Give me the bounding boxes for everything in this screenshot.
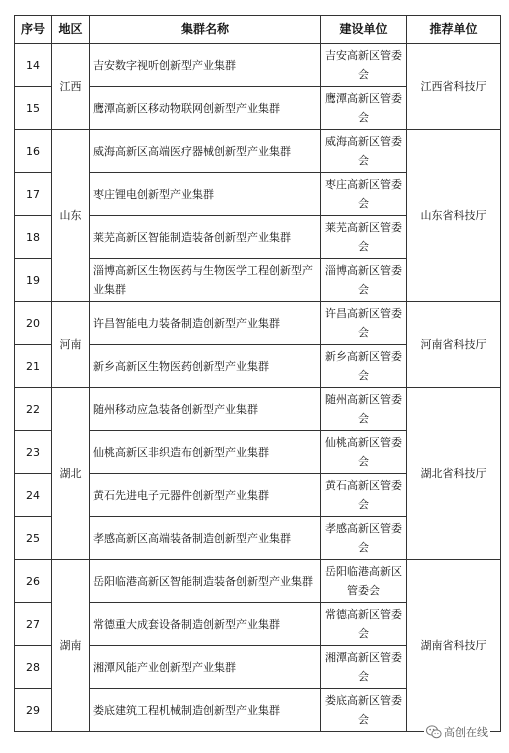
row-number: 15 xyxy=(15,87,52,130)
builder-cell: 威海高新区管委会 xyxy=(321,130,407,173)
cluster-name-cell: 威海高新区高端医疗器械创新型产业集群 xyxy=(90,130,321,173)
cluster-name-cell: 枣庄锂电创新型产业集群 xyxy=(90,173,321,216)
table-body xyxy=(15,44,501,732)
header-row xyxy=(15,16,501,44)
row-number: 21 xyxy=(15,345,52,388)
builder-cell: 湘潭高新区管委会 xyxy=(321,646,407,689)
region-cell: 山东 xyxy=(52,130,90,302)
header-no: 序号 xyxy=(15,16,52,44)
table-row xyxy=(15,302,501,345)
header-cluster-name: 集群名称 xyxy=(90,16,321,44)
row-number: 19 xyxy=(15,259,52,302)
builder-cell: 岳阳临港高新区管委会 xyxy=(321,560,407,603)
cluster-table xyxy=(14,15,501,732)
builder-cell: 鹰潭高新区管委会 xyxy=(321,87,407,130)
row-number: 29 xyxy=(15,689,52,732)
row-number: 24 xyxy=(15,474,52,517)
builder-cell: 淄博高新区管委会 xyxy=(321,259,407,302)
builder-cell: 莱芜高新区管委会 xyxy=(321,216,407,259)
builder-cell: 常德高新区管委会 xyxy=(321,603,407,646)
builder-cell: 许昌高新区管委会 xyxy=(321,302,407,345)
cluster-name-cell: 许昌智能电力装备制造创新型产业集群 xyxy=(90,302,321,345)
row-number: 18 xyxy=(15,216,52,259)
builder-cell: 新乡高新区管委会 xyxy=(321,345,407,388)
cluster-name-cell: 常德重大成套设备制造创新型产业集群 xyxy=(90,603,321,646)
cluster-name-cell: 仙桃高新区非织造布创新型产业集群 xyxy=(90,431,321,474)
table-row xyxy=(15,44,501,87)
recommender-cell: 湖北省科技厅 xyxy=(407,388,501,560)
cluster-name-cell: 淄博高新区生物医药与生物医学工程创新型产业集群 xyxy=(90,259,321,302)
header-region: 地区 xyxy=(52,16,90,44)
row-number: 26 xyxy=(15,560,52,603)
recommender-cell: 河南省科技厅 xyxy=(407,302,501,388)
region-cell: 湖北 xyxy=(52,388,90,560)
cluster-name-cell: 湘潭风能产业创新型产业集群 xyxy=(90,646,321,689)
cluster-name-cell: 黄石先进电子元器件创新型产业集群 xyxy=(90,474,321,517)
wechat-icon xyxy=(426,725,442,739)
builder-cell: 吉安高新区管委会 xyxy=(321,44,407,87)
cluster-name-cell: 孝感高新区高端装备制造创新型产业集群 xyxy=(90,517,321,560)
builder-cell: 孝感高新区管委会 xyxy=(321,517,407,560)
row-number: 16 xyxy=(15,130,52,173)
row-number: 25 xyxy=(15,517,52,560)
row-number: 14 xyxy=(15,44,52,87)
region-cell: 湖南 xyxy=(52,560,90,732)
cluster-name-cell: 鹰潭高新区移动物联网创新型产业集群 xyxy=(90,87,321,130)
builder-cell: 娄底高新区管委会 xyxy=(321,689,407,732)
row-number: 22 xyxy=(15,388,52,431)
region-cell: 江西 xyxy=(52,44,90,130)
row-number: 28 xyxy=(15,646,52,689)
row-number: 27 xyxy=(15,603,52,646)
region-cell: 河南 xyxy=(52,302,90,388)
table-row xyxy=(15,560,501,603)
recommender-cell: 江西省科技厅 xyxy=(407,44,501,130)
builder-cell: 枣庄高新区管委会 xyxy=(321,173,407,216)
watermark xyxy=(424,724,490,740)
header-builder: 建设单位 xyxy=(321,16,407,44)
cluster-name-cell: 莱芜高新区智能制造装备创新型产业集群 xyxy=(90,216,321,259)
row-number: 23 xyxy=(15,431,52,474)
builder-cell: 随州高新区管委会 xyxy=(321,388,407,431)
table-row xyxy=(15,130,501,173)
cluster-name-cell: 随州移动应急装备创新型产业集群 xyxy=(90,388,321,431)
builder-cell: 黄石高新区管委会 xyxy=(321,474,407,517)
row-number: 20 xyxy=(15,302,52,345)
builder-cell: 仙桃高新区管委会 xyxy=(321,431,407,474)
header-recommender: 推荐单位 xyxy=(407,16,501,44)
cluster-name-cell: 吉安数字视听创新型产业集群 xyxy=(90,44,321,87)
cluster-name-cell: 岳阳临港高新区智能制造装备创新型产业集群 xyxy=(90,560,321,603)
cluster-name-cell: 新乡高新区生物医药创新型产业集群 xyxy=(90,345,321,388)
recommender-cell: 山东省科技厅 xyxy=(407,130,501,302)
recommender-cell: 湖南省科技厅 xyxy=(407,560,501,732)
watermark-text: 高创在线 xyxy=(444,726,488,739)
table-row xyxy=(15,388,501,431)
cluster-name-cell: 娄底建筑工程机械制造创新型产业集群 xyxy=(90,689,321,732)
row-number: 17 xyxy=(15,173,52,216)
